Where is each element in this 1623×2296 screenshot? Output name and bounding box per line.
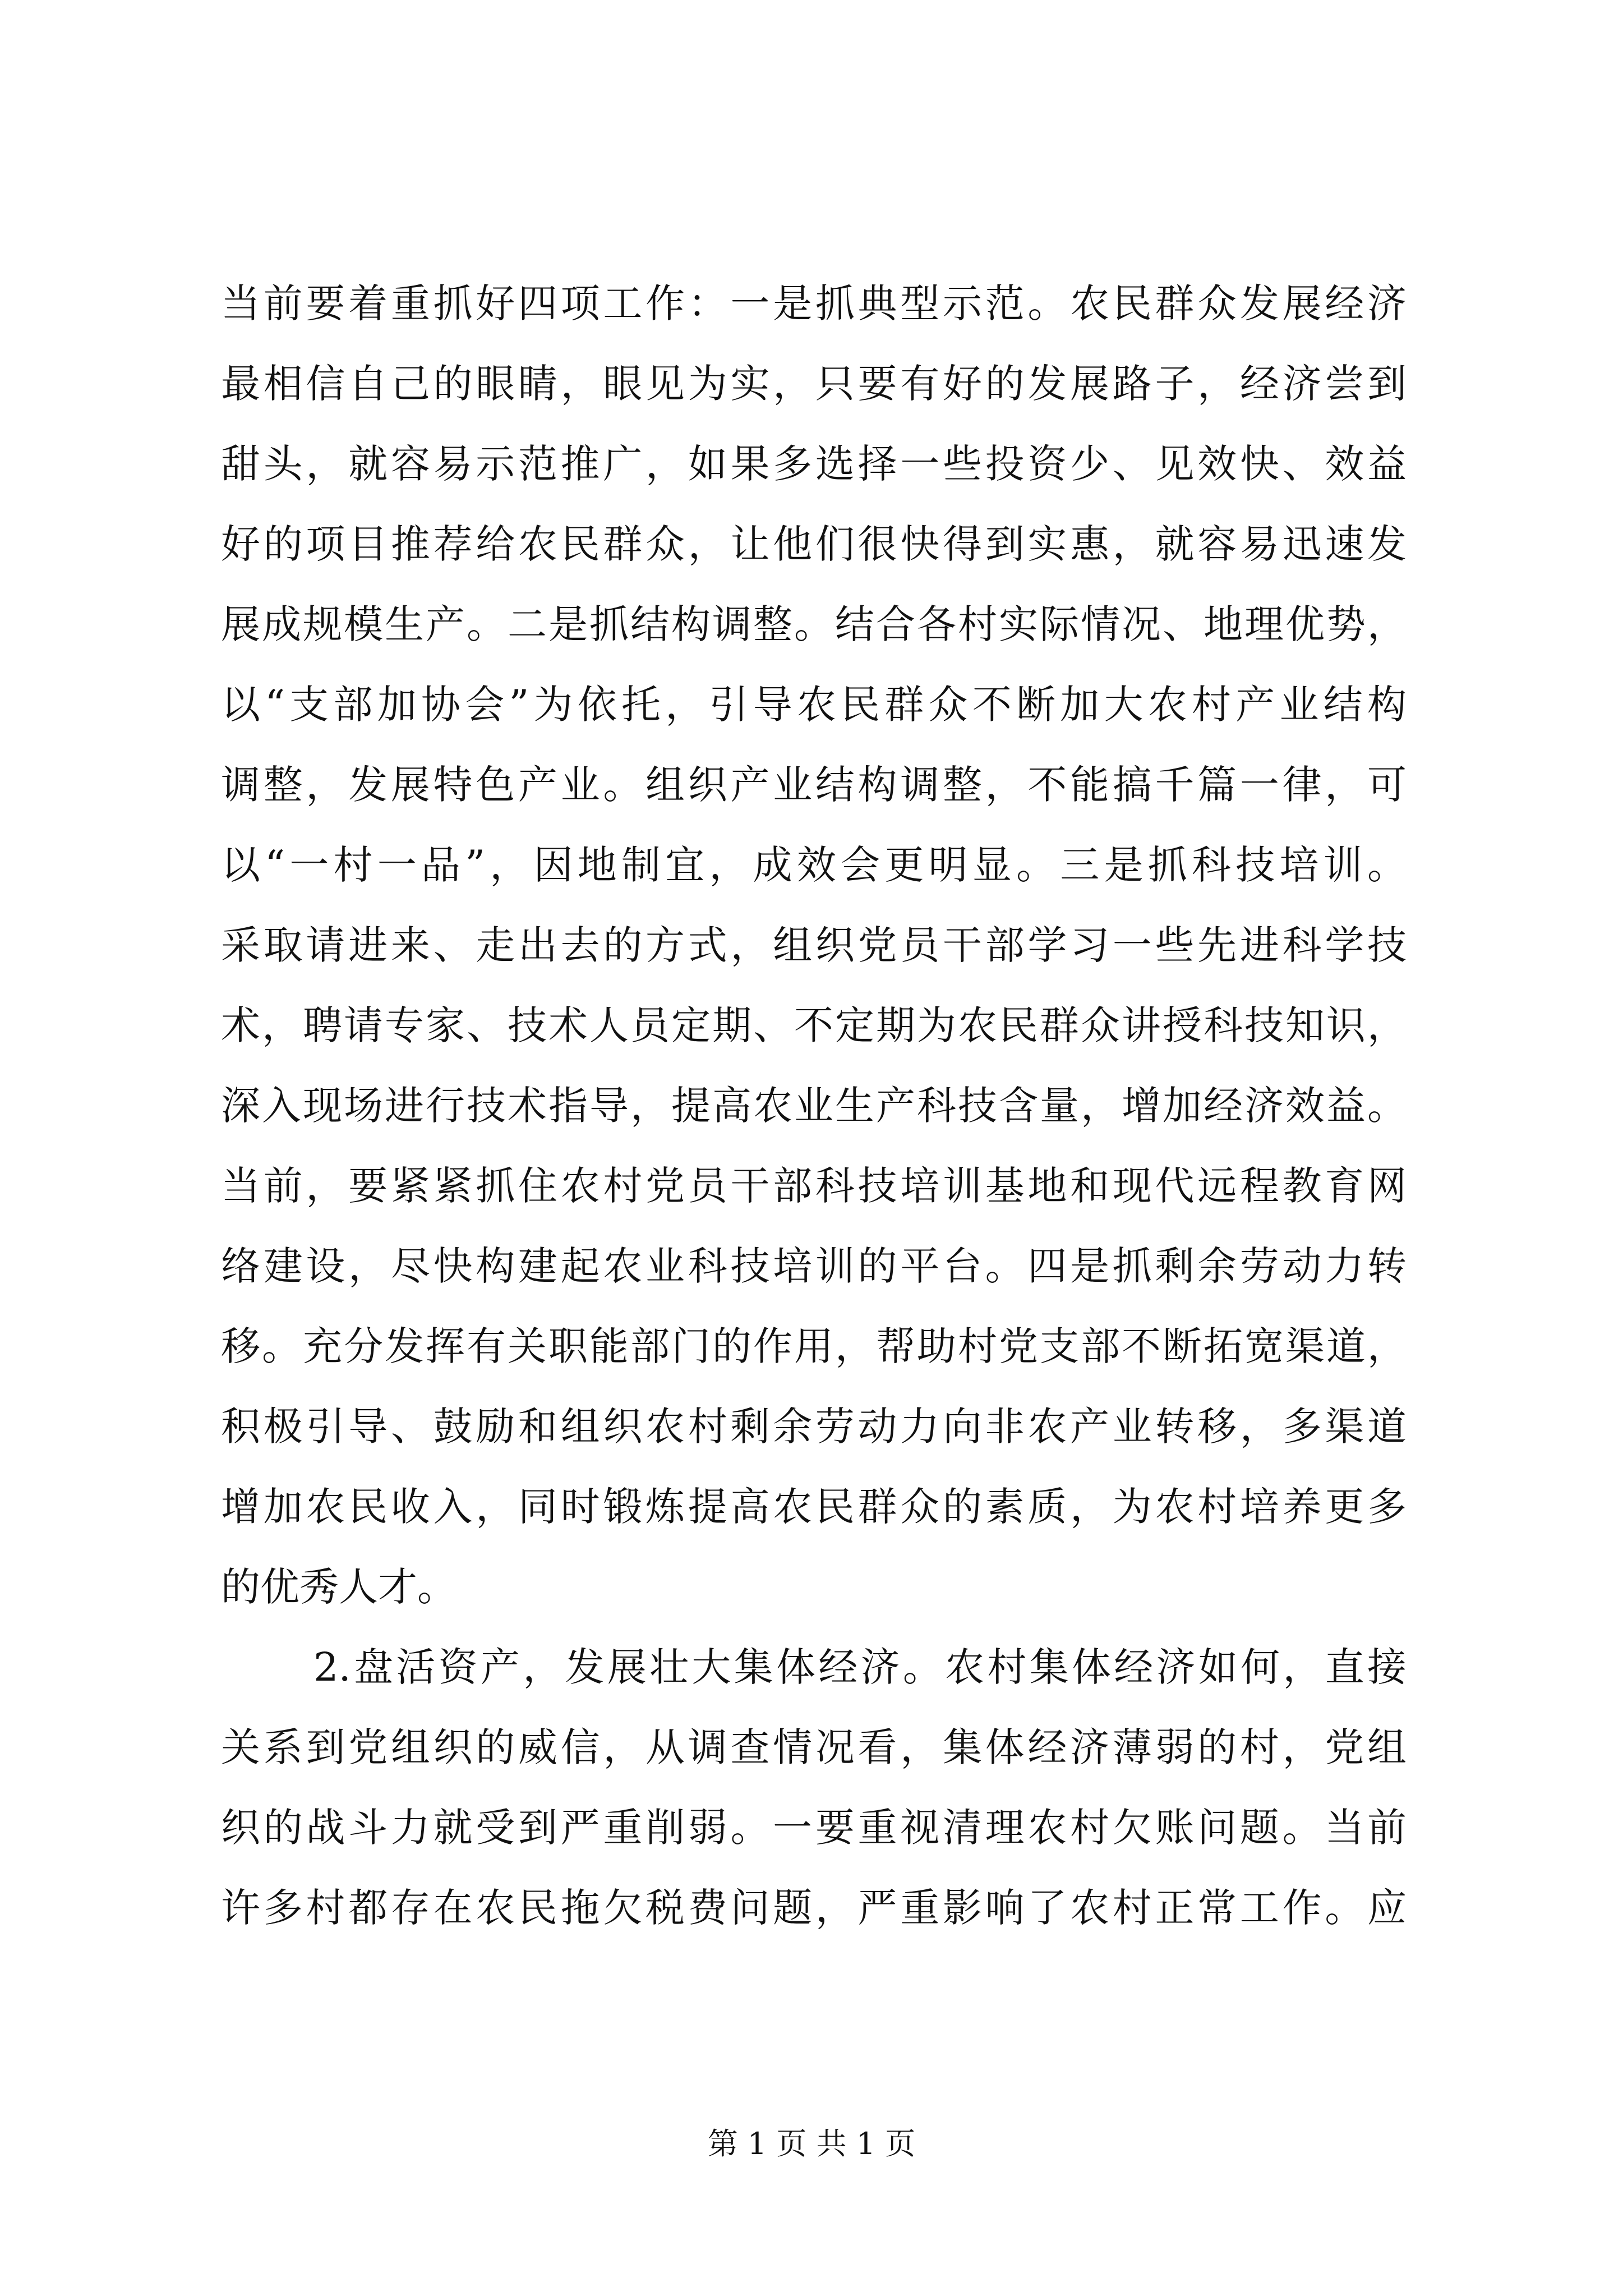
text-line: 移。充分发挥有关职能部门的作用，帮助村党支部不断拓宽渠道，	[221, 1323, 1407, 1369]
text-line: 积极引导、鼓励和组织农村剩余劳动力向非农产业转移，多渠道	[221, 1404, 1407, 1450]
text-line: 深入现场进行技术指导，提高农业生产科技含量，增加经济效益。	[221, 1083, 1407, 1129]
text-line: 展成规模生产。二是抓结构调整。结合各村实际情况、地理优势，	[221, 601, 1407, 647]
text-line: 甜头，就容易示范推广，如果多选择一些投资少、见效快、效益	[221, 441, 1407, 487]
text-line: 术，聘请专家、技术人员定期、不定期为农民群众讲授科技知识，	[221, 1002, 1407, 1048]
text-line: 好的项目推荐给农民群众，让他们很快得到实惠，就容易迅速发	[221, 521, 1407, 567]
text-line: 关系到党组织的威信，从调查情况看，集体经济薄弱的村，党组	[221, 1724, 1407, 1770]
text-line: 当前，要紧紧抓住农村党员干部科技培训基地和现代远程教育网	[221, 1163, 1407, 1209]
text-line: 以“支部加协会”为依托，引导农民群众不断加大农村产业结构	[221, 682, 1407, 728]
paragraph-2	[221, 1627, 1407, 1948]
text-line: 当前要着重抓好四项工作：一是抓典型示范。农民群众发展经济	[221, 280, 1407, 326]
page-number-label: 第 1 页 共 1 页	[707, 2126, 916, 2161]
text-line: 织的战斗力就受到严重削弱。一要重视清理农村欠账问题。当前	[221, 1805, 1407, 1851]
text-line: 增加农民收入，同时锻炼提高农民群众的素质，为农村培养更多	[221, 1484, 1407, 1530]
document-body	[221, 264, 1407, 1948]
text-line: 的优秀人才。	[221, 1564, 457, 1610]
paragraph-1	[221, 264, 1407, 1627]
text-line: 调整，发展特色产业。组织产业结构调整，不能搞千篇一律，可	[221, 762, 1407, 808]
page-footer	[0, 2122, 1623, 2166]
text-line: 以“一村一品”，因地制宜，成效会更明显。三是抓科技培训。	[221, 842, 1407, 888]
text-line: 2.盘活资产，发展壮大集体经济。农村集体经济如何，直接	[313, 1644, 1407, 1690]
text-line: 采取请进来、走出去的方式，组织党员干部学习一些先进科学技	[221, 922, 1407, 968]
text-line: 络建设，尽快构建起农业科技培训的平台。四是抓剩余劳动力转	[221, 1243, 1407, 1289]
text-line: 许多村都存在农民拖欠税费问题，严重影响了农村正常工作。应	[221, 1885, 1407, 1931]
text-line: 最相信自己的眼睛，眼见为实，只要有好的发展路子，经济尝到	[221, 361, 1407, 407]
